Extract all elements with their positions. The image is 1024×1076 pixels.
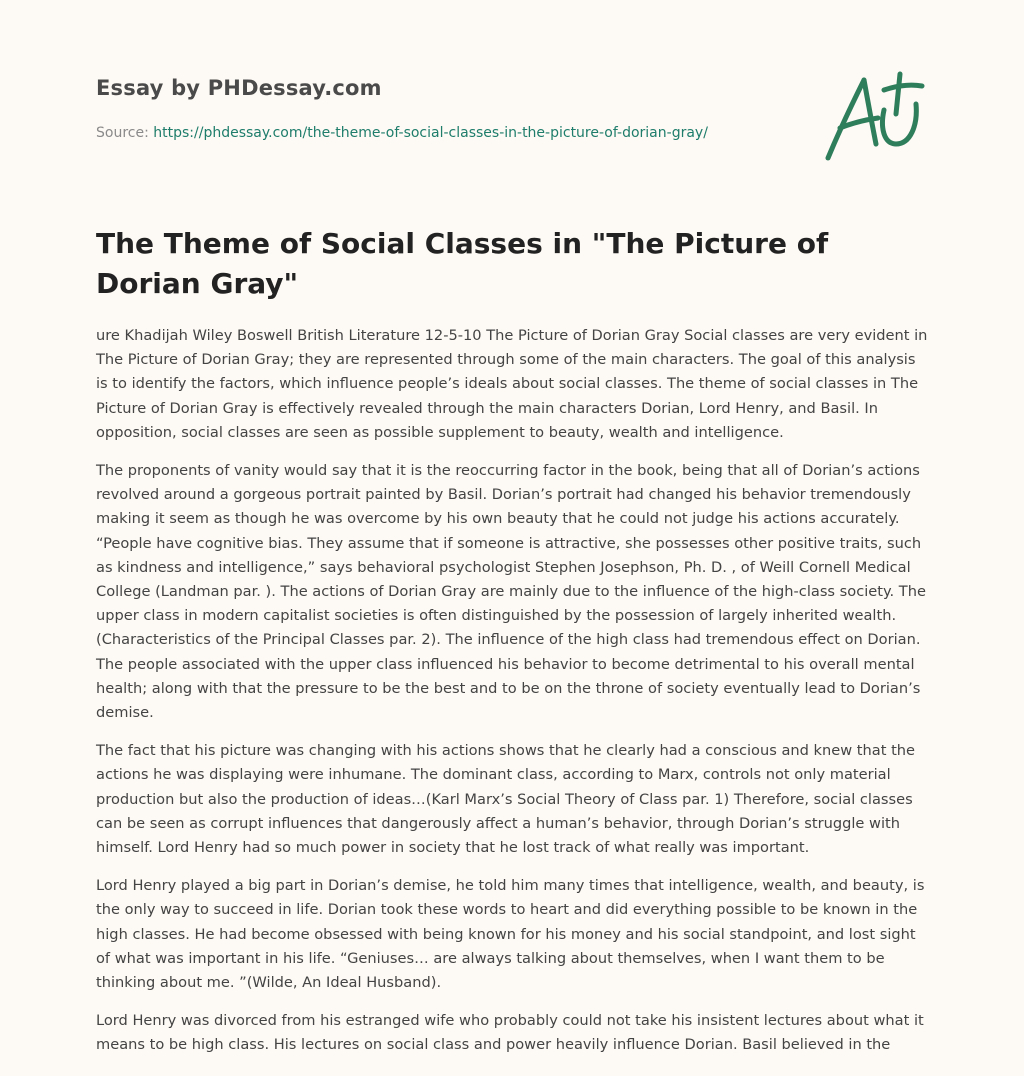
essay-paragraph: Lord Henry played a big part in Dorian’s demise, he told him many times that intelligence, wealth, and beauty, is the only way to succeed in life. Dorian took these words to heart and did everything possible to be known in the high classes. He had become obsessed with being known for his money and his social standpoint, and lost sight of what was important in his life. “Geniuses… are always talking about themselves, when I want them to be thinking about me. ”(Wilde, An Ideal Husband). [96,877,925,992]
source-label: Source: [96,125,154,141]
site-brand: Essay by PHDessay.com [96,76,382,100]
essay-paragraph: The proponents of vanity would say that it is the reoccurring factor in the book, being that all of Dorian’s actions revolved around a gorgeous portrait painted by Basil. Dorian’s portrait had changed his behavior tremendously making it seem as though he was overcome by his own beauty that he could not judge his actions accurately. “People have cognitive bias. They assume that if someone is attractive, she possesses other positive traits, such as kindness and intelligence,” says behavioral psychologist Stephen Josephson, Ph. D. , of Weill Cornell Medical College (Landman par. ). The actions of Dorian Gray are mainly due to the influence of the high-class society. The upper class in modern capitalist societies is often distinguished by the possession of largely inherited wealth. (Characteristics of the Principal Classes par. 2). The influence of the high class had tremendous effect on Dorian. The people associated with the upper class influenced his behavior to become detrimental to his overall mental health; along with that the pressure to be the best and to be on the throne of society eventually lead to Dorian’s demise. [96,462,926,722]
source-line [96,125,708,141]
essay-paragraph: The fact that his picture was changing with his actions shows that he clearly had a conscious and knew that the actions he was displaying were inhumane. The dominant class, according to Marx, controls not only material production but also the production of ideas…(Karl Marx’s Social Theory of Class par. 1) Therefore, social classes can be seen as corrupt influences that dangerously affect a human’s behavior, through Dorian’s struggle with himself. Lord Henry had so much power in society that he lost track of what really was important. [96,742,916,857]
essay-paragraph: ure Khadijah Wiley Boswell British Literature 12-5-10 The Picture of Dorian Gray Social classes are very evident in The Picture of Dorian Gray; they are represented through some of the main characters. The goal of this analysis is to identify the factors, which influence people’s ideals about social classes. The theme of social classes in The Picture of Dorian Gray is effectively revealed through the main characters Dorian, Lord Henry, and Basil. In opposition, social classes are seen as possible supplement to beauty, wealth and intelligence. [96,327,928,441]
essay-paragraph: Lord Henry was divorced from his estranged wife who probably could not take his insistent lectures about what it means to be high class. His lectures on social class and power heavily influence Dorian. Basil believed in the [96,1012,924,1054]
essay-body [96,324,930,1072]
source-link[interactable]: https://phdessay.com/the-theme-of-social-classes-in-the-picture-of-dorian-gray/ [153,125,708,141]
a-plus-grade-icon [818,66,930,166]
essay-title: The Theme of Social Classes in "The Picture of Dorian Gray" [96,227,829,300]
